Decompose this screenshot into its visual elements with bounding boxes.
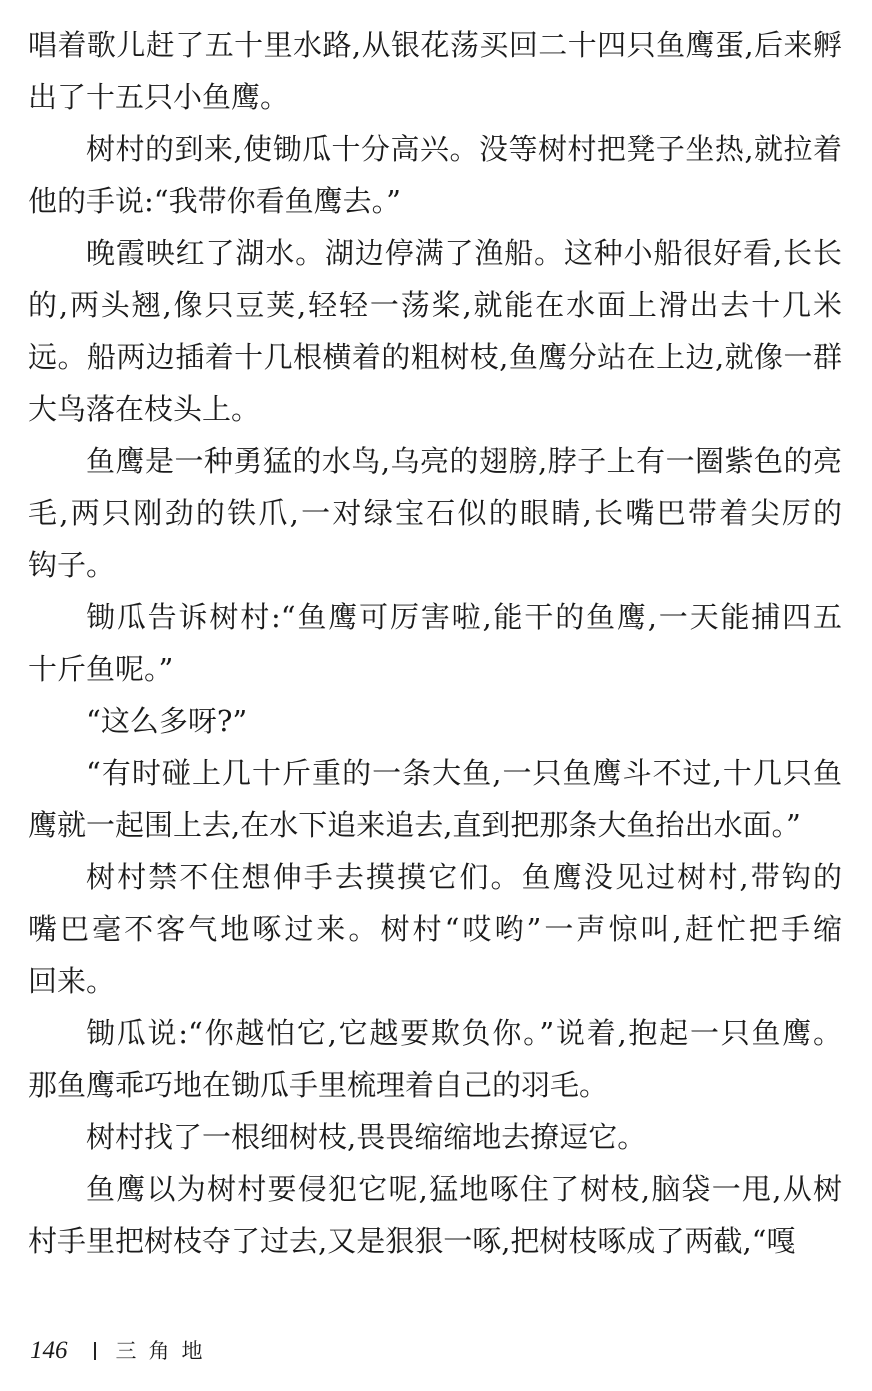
text-line: 鱼鹰以为树村要侵犯它呢,猛地啄住了树枝,脑袋一甩,从树 xyxy=(86,1172,842,1206)
text-line: 毛,两只刚劲的铁爪,一对绿宝石似的眼睛,长嘴巴带着尖厉的 xyxy=(28,496,842,530)
paragraph xyxy=(28,591,842,695)
text-line: 的,两头翘,像只豆荚,轻轻一荡桨,就能在水面上滑出去十几米 xyxy=(28,288,842,322)
paragraph xyxy=(28,1163,842,1267)
paragraph xyxy=(28,435,842,591)
text-line: 树村禁不住想伸手去摸摸它们。鱼鹰没见过树村,带钩的 xyxy=(86,860,842,894)
text-line: 大鸟落在枝头上。 xyxy=(28,392,261,426)
text-line: 十斤鱼呢。” xyxy=(28,652,174,686)
page-number: 146 xyxy=(30,1337,68,1364)
paragraph xyxy=(28,851,842,1007)
text-line: 那鱼鹰乖巧地在锄瓜手里梳理着自己的羽毛。 xyxy=(28,1068,609,1102)
paragraph xyxy=(28,1111,842,1163)
paragraph xyxy=(28,19,842,123)
text-line: 锄瓜告诉树村:“鱼鹰可厉害啦,能干的鱼鹰,一天能捕四五 xyxy=(86,600,842,634)
paragraph xyxy=(28,227,842,435)
text-line: 嘴巴毫不客气地啄过来。树村“哎哟”一声惊叫,赶忙把手缩 xyxy=(28,912,842,946)
text-line: “这么多呀?” xyxy=(86,704,248,738)
paragraph xyxy=(28,747,842,851)
text-line: 回来。 xyxy=(28,964,116,998)
text-line: “有时碰上几十斤重的一条大鱼,一只鱼鹰斗不过,十几只鱼 xyxy=(86,756,842,790)
text-line: 出了十五只小鱼鹰。 xyxy=(28,80,290,114)
paragraph xyxy=(28,1007,842,1111)
footer-divider xyxy=(94,1342,96,1360)
text-line: 村手里把树枝夺了过去,又是狠狠一啄,把树枝啄成了两截,“嘎 xyxy=(28,1224,796,1258)
body-text xyxy=(28,19,842,1267)
text-line: 唱着歌儿赶了五十里水路,从银花荡买回二十四只鱼鹰蛋,后来孵 xyxy=(28,28,842,62)
text-line: 树村找了一根细树枝,畏畏缩缩地去撩逗它。 xyxy=(86,1120,647,1154)
text-line: 远。船两边插着十几根横着的粗树枝,鱼鹰分站在上边,就像一群 xyxy=(28,340,842,374)
text-line: 鱼鹰是一种勇猛的水鸟,乌亮的翅膀,脖子上有一圈紫色的亮 xyxy=(86,444,842,478)
paragraph xyxy=(28,123,842,227)
page-footer xyxy=(30,1333,215,1369)
text-line: 树村的到来,使锄瓜十分高兴。没等树村把凳子坐热,就拉着 xyxy=(86,132,842,166)
text-line: 晚霞映红了湖水。湖边停满了渔船。这种小船很好看,长长 xyxy=(86,236,842,270)
text-line: 钩子。 xyxy=(28,548,116,582)
paragraph xyxy=(28,695,842,747)
text-line: 锄瓜说:“你越怕它,它越要欺负你。”说着,抱起一只鱼鹰。 xyxy=(86,1016,842,1050)
book-title: 三角地 xyxy=(115,1339,215,1363)
text-line: 鹰就一起围上去,在水下追来追去,直到把那条大鱼抬出水面。” xyxy=(28,808,801,842)
text-line: 他的手说:“我带你看鱼鹰去。” xyxy=(28,184,401,218)
